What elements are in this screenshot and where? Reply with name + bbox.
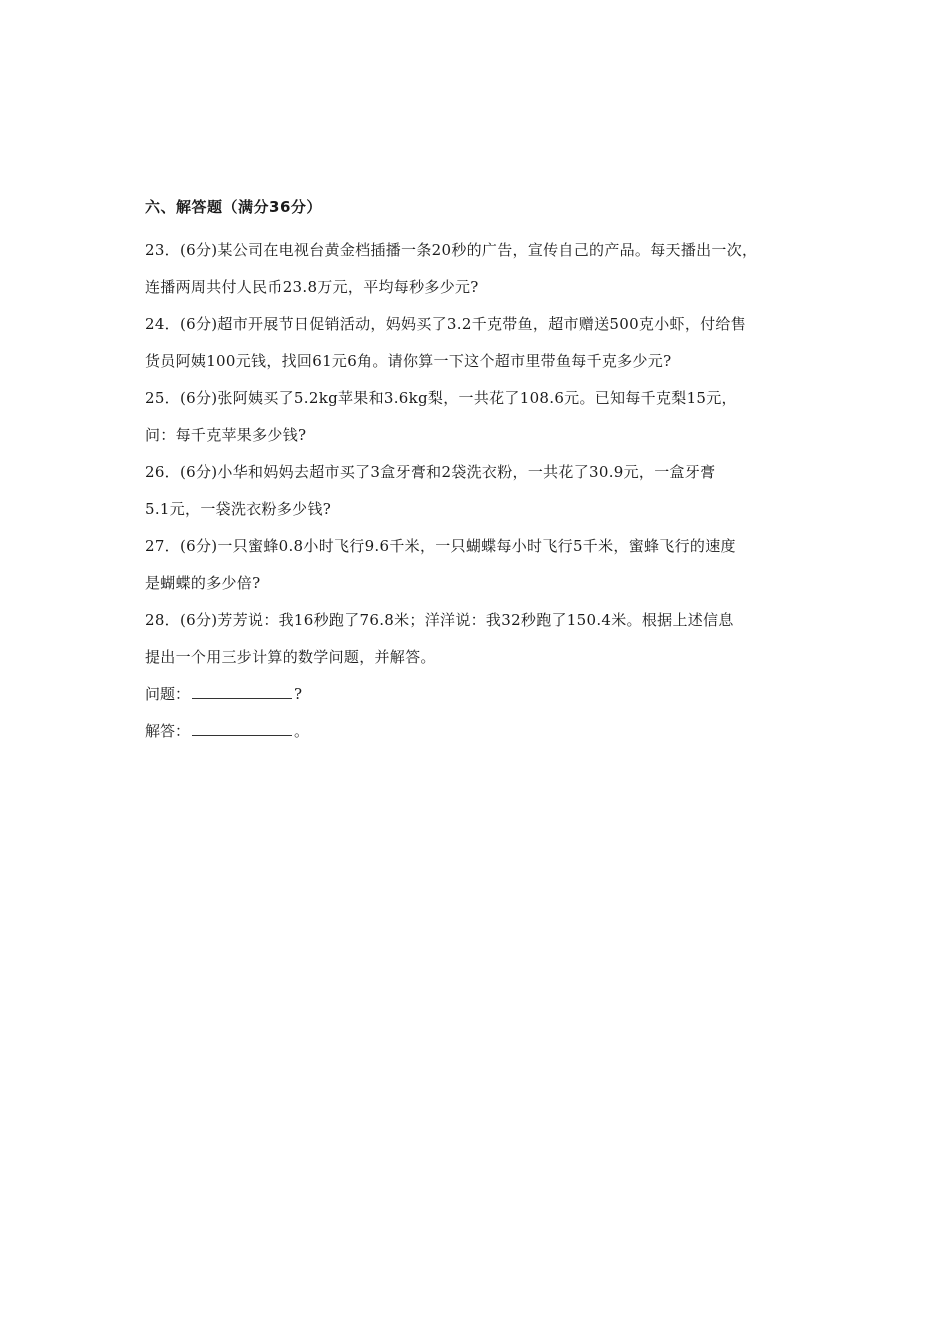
question-line: 23．(6分)某公司在电视台黄金档插播一条20秒的广告，宣传自己的产品。每天播出一次， [145,241,758,259]
question-label: 问题： [145,685,191,703]
question-line: 5.1元，一袋洗衣粉多少钱? [145,500,332,518]
answer-label: 解答： [145,722,191,740]
answer-end-mark: 。 [294,722,310,740]
question-blank[interactable] [192,684,292,699]
answer-blank[interactable] [192,721,292,736]
question-line: 提出一个用三步计算的数学问题，并解答。 [145,648,436,666]
page-content [145,196,825,750]
solution-answer-row [145,713,825,750]
question-24 [145,306,825,380]
question-26 [145,454,825,528]
question-line: 27．(6分)一只蜜蜂0.8小时飞行9.6千米，一只蝴蝶每小时飞行5千米，蜜蜂飞行的速度 [145,537,736,555]
question-25 [145,380,825,454]
question-27 [145,528,825,602]
question-line: 问：每千克苹果多少钱? [145,426,307,444]
section-title: 六、解答题（满分36分） [145,198,322,216]
question-line: 货员阿姨100元钱，找回61元6角。请你算一下这个超市里带鱼每千克多少元? [145,352,672,370]
question-line: 28．(6分)芳芳说：我16秒跑了76.8米；洋洋说：我32秒跑了150.4米。根据上述信息 [145,611,734,629]
question-line: 连播两周共付人民币23.8万元，平均每秒多少元? [145,278,479,296]
question-23 [145,232,825,306]
question-line: 24．(6分)超市开展节日促销活动，妈妈买了3.2千克带鱼，超市赠送500克小虾，付给售 [145,315,747,333]
question-28 [145,602,825,676]
question-end-mark: ? [294,685,303,703]
question-line: 是蝴蝶的多少倍? [145,574,261,592]
question-answer-row [145,676,825,713]
question-line: 25．(6分)张阿姨买了5.2kg苹果和3.6kg梨，一共花了108.6元。已知每千克梨15元， [145,389,737,407]
question-line: 26．(6分)小华和妈妈去超市买了3盒牙膏和2袋洗衣粉，一共花了30.9元，一盒牙膏 [145,463,716,481]
